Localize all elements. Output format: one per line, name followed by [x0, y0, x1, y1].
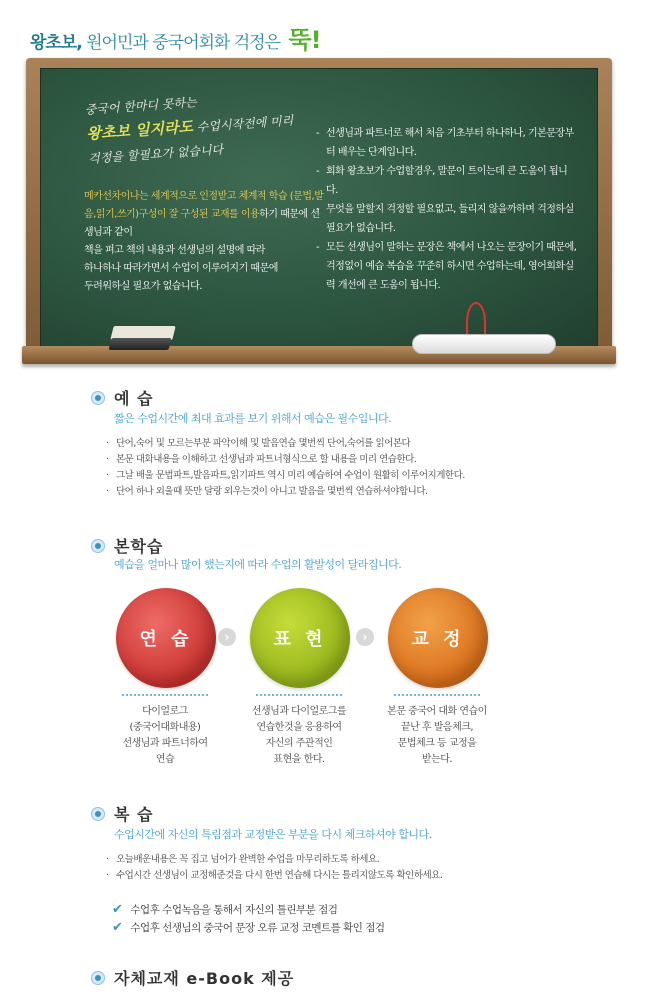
step-expression-desc: [234, 704, 364, 768]
board-left-text: [84, 188, 324, 296]
step-correction-circle: 교 정: [388, 588, 488, 688]
eraser-icon: [112, 326, 174, 350]
desc-line: 연습: [155, 754, 175, 765]
blackboard-banner: [26, 58, 612, 370]
step-expression-circle: 표 현: [250, 588, 350, 688]
check-item: [112, 902, 337, 917]
boksup-list: [106, 852, 442, 884]
dotted-divider: [122, 694, 208, 696]
desc-line: 선생님과 다이얼로그를: [251, 706, 347, 717]
hand-line-2-rest: 수업시작전에 미리: [192, 113, 294, 135]
board-right-list: [316, 124, 578, 295]
section-header-yesup: [92, 386, 153, 409]
board-left-p4: 두려워하실 필요가 없습니다.: [84, 281, 202, 292]
section-title: 본학습: [114, 537, 164, 556]
desc-line: 끝난 후 발음체크,: [400, 722, 474, 733]
list-item: · 그날 배울 문법파트,발음파트,읽기파트 역시 미리 예습하여 수업이 원활히 이루어지게한다.: [106, 468, 465, 484]
board-left-p2: 책을 펴고 책의 내용과 선생님의 설명에 따라: [84, 245, 265, 256]
list-item: · 본문 대화내용을 이해하고 선생님과 파트너형식으로 할 내용을 미리 연습한다.: [106, 452, 465, 468]
desc-line: 자신의 주관적인: [265, 738, 333, 749]
hand-line-3: 걱정을 할필요가 없습니다: [87, 142, 224, 166]
board-right-item: - 모든 선생님이 말하는 문장은 책에서 나오는 문장이기 때문에, 걱정없이 예습 복습을 꾸준히 하시면 수업하는데, 영어회화실력 개선에 큰 도움이 됩니다.: [316, 238, 578, 295]
checkmark-icon: ✔: [112, 920, 123, 935]
circle-bullet-icon: [92, 392, 104, 404]
check-label: 수업후 선생님의 중국어 문장 오류 교정 코멘트를 확인 점검: [130, 922, 385, 934]
board-right-item: - 무엇을 말할지 걱정할 필요없고, 들리지 않을까하며 걱정하실 필요가 없습니다.: [316, 200, 578, 238]
desc-line: 받는다.: [421, 754, 453, 765]
desc-line: (중국어대화내용): [129, 722, 201, 733]
section-subtitle: 예습을 얼마나 많이 했는지에 따라 수업의 활발성이 달라집니다.: [114, 558, 402, 571]
chevron-right-icon: ›: [356, 628, 374, 646]
board-left-highlight: 메카선차이나는 세계적으로 인정받고 체계적 학습 (문법,발음,읽기,쓰기)구성이 잘 구성된 교재를 이용: [84, 191, 324, 220]
board-left-p3: 하나하나 따라가면서 수업이 이루어지기 때문에: [84, 263, 278, 274]
diploma-scroll-icon: [412, 334, 556, 354]
section-title: 자체교재 e-Book 제공: [114, 969, 295, 988]
hand-line-1: 중국어 한마디 못하는: [84, 95, 198, 117]
board-right-item: - 회화 왕초보가 수업할경우, 말문이 트이는데 큰 도움이 됩니다.: [316, 162, 578, 200]
brand-name: 왕초보,: [30, 33, 82, 53]
board-left-p1-rest: 하기 때문에 선생님과 같이: [84, 209, 320, 238]
desc-line: 문법체크 등 교정을: [397, 738, 477, 749]
list-item: · 수업시간 선생님이 교정해준것을 다시 한번 연습해 다시는 틀리지않도록 확인하세요.: [106, 868, 442, 884]
desc-line: 연습한것을 응용하여: [256, 722, 342, 733]
step-practice-desc: [100, 704, 230, 768]
circle-bullet-icon: [92, 808, 104, 820]
checkmark-icon: ✔: [112, 902, 123, 917]
circle-bullet-icon: [92, 540, 104, 552]
step-correction-desc: [372, 704, 502, 768]
list-item: · 오늘배운내용은 꼭 집고 넘어가 완벽한 수업을 마무리하도록 하세요.: [106, 852, 442, 868]
dotted-divider: [256, 694, 342, 696]
board-left-p1: [84, 188, 324, 242]
desc-line: 다이얼로그: [142, 706, 188, 717]
title-emphasis: 뚝!: [288, 26, 321, 54]
list-item: · 단어,숙어 및 모르는부분 파악이해 및 발음연습 몇번씩 단어,숙어를 읽어본다: [106, 436, 465, 452]
check-label: 수업후 수업녹음을 통해서 자신의 틀린부분 점검: [130, 904, 338, 916]
title-text: 원어민과 중국어회화 걱정은: [81, 33, 285, 53]
hand-line-2-highlight: 왕초보 일지라도: [85, 117, 194, 143]
section-header-ebook: [92, 966, 294, 989]
dotted-divider: [394, 694, 480, 696]
list-item: · 단어 하나 외울때 뜻만 달랑 외우는것이 아니고 발음을 몇번씩 연습하셔야합니다.: [106, 484, 465, 500]
step-practice-circle: 연 습: [116, 588, 216, 688]
section-title: 예 습: [114, 389, 154, 408]
circle-bullet-icon: [92, 972, 104, 984]
section-subtitle: 짧은 수업시간에 최대 효과를 보기 위해서 예습은 필수입니다.: [114, 412, 392, 425]
section-title: 복 습: [114, 805, 154, 824]
desc-line: 선생님과 파트너하여: [122, 738, 208, 749]
desc-line: 본문 중국어 대화 연습이: [387, 706, 487, 717]
page-title: [30, 20, 321, 55]
check-item: [112, 920, 385, 935]
chevron-right-icon: ›: [218, 628, 236, 646]
board-right-item: - 선생님과 파트너로 해서 처음 기초부터 하나하나, 기본문장부터 배우는 단계입니다.: [316, 124, 578, 162]
section-header-boksup: [92, 802, 153, 825]
yesup-list: [106, 436, 465, 500]
desc-line: 표현을 한다.: [273, 754, 325, 765]
section-header-bonhak: [92, 534, 163, 557]
section-subtitle: 수업시간에 자신의 특림점과 교정받은 부분을 다시 체크하셔야 합니다.: [114, 828, 432, 841]
